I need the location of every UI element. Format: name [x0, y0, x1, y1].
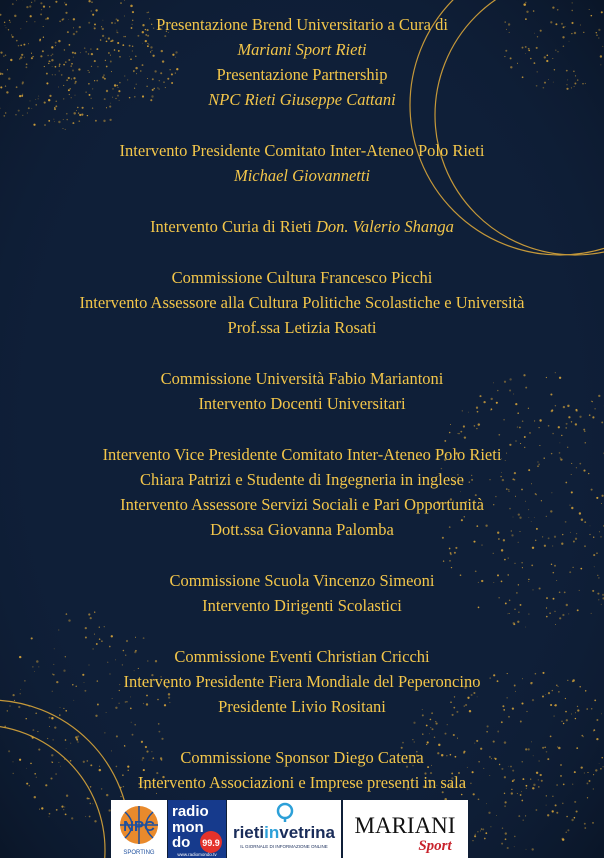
program-line: Commissione Cultura Francesco Picchi	[171, 268, 433, 287]
rieti-in-vetrina-logo	[227, 800, 341, 858]
glitter-dot	[94, 820, 96, 822]
glitter-dot	[478, 798, 480, 800]
glitter-dot	[567, 829, 569, 831]
glitter-dot	[485, 832, 487, 834]
glitter-dot	[496, 815, 497, 816]
glitter-dot	[552, 6, 554, 8]
glitter-dot	[505, 801, 507, 803]
mariani-sport-logo	[343, 800, 468, 858]
glitter-dot	[490, 826, 491, 827]
program-line: Commissione Eventi Christian Cricchi	[174, 647, 430, 666]
glitter-dot	[49, 813, 51, 815]
glitter-dot	[92, 803, 93, 804]
glitter-dot	[555, 804, 557, 806]
glitter-dot	[525, 2, 527, 4]
glitter-dot	[536, 809, 538, 811]
glitter-dot	[130, 5, 133, 8]
program-line: Commissione Sponsor Diego Catena	[180, 748, 424, 767]
glitter-dot	[571, 819, 573, 821]
program-line: NPC Rieti Giuseppe Cattani	[208, 90, 396, 109]
glitter-dot	[41, 807, 43, 809]
glitter-dot	[12, 3, 14, 5]
glitter-dot	[481, 828, 482, 829]
glitter-dot	[61, 806, 63, 808]
glitter-dot	[64, 2, 65, 3]
glitter-dot	[91, 2, 92, 3]
glitter-dot	[65, 813, 67, 815]
program-line: Intervento Presidente Comitato Inter-Ateneo Polo Rieti	[119, 141, 485, 160]
radio-logo-line1: radio	[172, 803, 209, 820]
radio-logo-site: www.radiomondo.tv	[177, 852, 217, 857]
rieti-logo-part2: in	[264, 823, 280, 842]
glitter-dot	[525, 815, 526, 816]
glitter-dot	[502, 827, 503, 828]
glitter-dot	[546, 795, 547, 796]
glitter-dot	[89, 816, 91, 818]
glitter-dot	[514, 846, 515, 847]
glitter-dot	[505, 838, 507, 840]
glitter-dot	[532, 848, 534, 850]
glitter-dot	[571, 10, 572, 11]
svg-text:rietiinvetrina	[233, 823, 336, 842]
glitter-dot	[574, 801, 576, 803]
glitter-dot	[49, 816, 50, 817]
glitter-dot	[477, 831, 478, 832]
npc-logo-text: NPC	[123, 818, 155, 835]
glitter-dot	[507, 847, 509, 849]
sponsor-logos	[111, 800, 468, 858]
program-line: Mariani Sport Rieti	[237, 40, 367, 59]
glitter-dot	[526, 849, 527, 850]
glitter-dot	[574, 817, 576, 819]
mariani-logo-name: MARIANI	[354, 813, 456, 838]
glitter-dot	[16, 0, 17, 1]
program-line-text: Intervento Curia di Rieti	[150, 217, 316, 236]
glitter-dot	[587, 797, 588, 798]
glitter-dot	[592, 822, 594, 824]
glitter-dot	[482, 828, 484, 830]
glitter-dot	[523, 3, 526, 6]
glitter-dot	[26, 6, 28, 8]
rieti-logo-part1: rieti	[232, 823, 265, 842]
glitter-dot	[43, 5, 45, 7]
program-line: Chiara Patrizi e Studente di Ingegneria in inglese	[140, 470, 464, 489]
glitter-dot	[55, 1, 57, 3]
glitter-dot	[556, 812, 558, 814]
glitter-dot	[547, 814, 549, 816]
glitter-dot	[514, 836, 516, 838]
program-line: Intervento Assessore alla Cultura Politiche Scolastiche e Università	[79, 293, 525, 312]
rieti-logo-tagline: IL GIORNALE DI INFORMAZIONE ONLINE	[240, 844, 328, 849]
glitter-dot	[41, 9, 42, 10]
program-line: Dott.ssa Giovanna Palomba	[210, 520, 394, 539]
radio-logo-line3: do	[172, 834, 191, 851]
program-line: Michael Giovannetti	[233, 166, 371, 185]
glitter-dot	[501, 843, 503, 845]
glitter-dot	[566, 816, 568, 818]
glitter-dot	[484, 838, 486, 840]
glitter-dot	[63, 809, 64, 810]
glitter-dot	[518, 815, 520, 817]
program-list	[0, 12, 604, 795]
glitter-dot	[523, 820, 524, 821]
glitter-dot	[552, 796, 553, 797]
npc-logo-sub: SPORTING	[123, 850, 155, 856]
glitter-dot	[65, 4, 67, 6]
radio-logo-freq: 99.9	[202, 838, 220, 848]
glitter-dot	[40, 2, 42, 4]
glitter-dot	[552, 810, 554, 812]
program-line: Prof.ssa Letizia Rosati	[227, 318, 377, 337]
program-line-name: Don. Valerio Shanga	[315, 217, 454, 236]
pin-icon	[278, 804, 292, 822]
glitter-dot	[120, 2, 121, 3]
glitter-dot	[88, 0, 90, 2]
glitter-dot	[474, 835, 476, 837]
glitter-dot	[29, 5, 31, 7]
glitter-dot	[31, 2, 32, 3]
glitter-dot	[589, 9, 590, 10]
program-line: Intervento Associazioni e Imprese presenti in sala	[137, 773, 467, 792]
glitter-dot	[34, 796, 36, 798]
program-line: Intervento Presidente Fiera Mondiale del Peperoncino	[123, 672, 481, 691]
npc-logo	[111, 800, 167, 858]
program-line: Presentazione Brend Universitario a Cura di	[156, 15, 448, 34]
glitter-dot	[546, 805, 547, 806]
program-line: Commissione Università Fabio Mariantoni	[160, 369, 444, 388]
glitter-dot	[566, 832, 567, 833]
glitter-dot	[584, 823, 586, 825]
glitter-dot	[56, 809, 58, 811]
glitter-dot	[576, 810, 578, 812]
program-line: Intervento Dirigenti Scolastici	[202, 596, 402, 615]
glitter-dot	[87, 797, 89, 799]
glitter-dot	[34, 0, 35, 1]
program-line: Presentazione Partnership	[216, 65, 388, 84]
glitter-dot	[475, 834, 476, 835]
glitter-dot	[584, 827, 586, 829]
glitter-dot	[562, 803, 563, 804]
program-line: Commissione Scuola Vincenzo Simeoni	[169, 571, 435, 590]
glitter-dot	[64, 807, 65, 808]
glitter-dot	[561, 838, 563, 840]
glitter-dot	[49, 6, 50, 7]
glitter-dot	[505, 832, 507, 834]
glitter-dot	[521, 800, 523, 802]
glitter-dot	[71, 817, 73, 819]
glitter-dot	[486, 803, 487, 804]
program-line: Intervento Vice Presidente Comitato Inter-Ateneo Polo Rieti	[102, 445, 502, 464]
glitter-dot	[39, 809, 40, 810]
glitter-dot	[557, 9, 559, 11]
glitter-dot	[504, 805, 506, 807]
glitter-dot	[472, 840, 473, 841]
program-line: Intervento Docenti Universitari	[198, 394, 406, 413]
radio-logo-line2: mon	[172, 819, 204, 836]
glitter-dot	[90, 803, 91, 804]
glitter-dot	[488, 812, 490, 814]
program-line: Presidente Livio Rositani	[218, 697, 386, 716]
program-line	[0, 214, 604, 239]
program-line: Intervento Assessore Servizi Sociali e Pari Opportunità	[120, 495, 484, 514]
glitter-dot	[572, 2, 573, 3]
radio-mondo-logo	[168, 800, 226, 858]
glitter-dot	[120, 796, 121, 797]
glitter-dot	[85, 816, 86, 817]
glitter-dot	[480, 830, 481, 831]
mariani-logo-sub: Sport	[418, 838, 452, 854]
rieti-logo-part3: vetrina	[279, 823, 336, 842]
